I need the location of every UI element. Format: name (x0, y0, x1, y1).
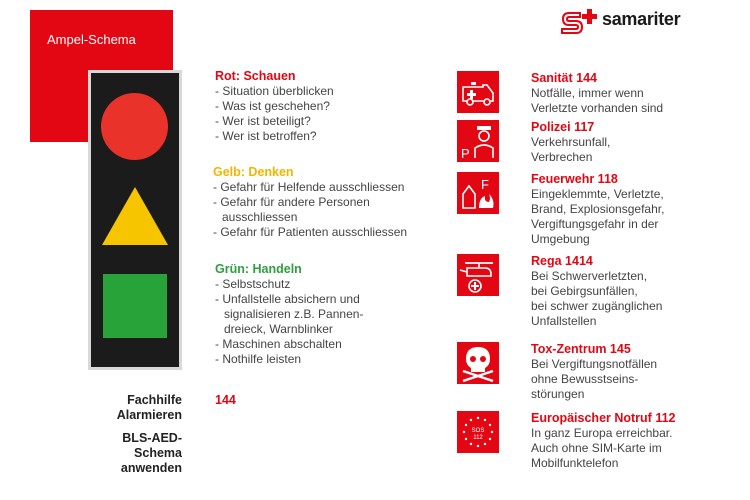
section-items (215, 277, 363, 367)
bls-label (121, 431, 182, 476)
list-item: - Nothilfe leisten (215, 352, 302, 366)
skull-icon (457, 342, 499, 384)
logo-text: samariter (602, 9, 681, 29)
desc-line: Verbrechen (531, 150, 593, 164)
eu-sos-icon (457, 411, 499, 453)
service-desc (531, 357, 657, 402)
service-feuerwehr (531, 172, 664, 247)
list-item: ausschliessen (222, 210, 298, 224)
list-item: dreieck, Warnblinker (224, 322, 333, 336)
page-title: Ampel-Schema (47, 32, 136, 47)
ambulance-icon (457, 71, 499, 113)
eu-sos-text: SOS (471, 428, 485, 434)
green-lamp (103, 274, 167, 338)
list-item: - Unfallstelle absichern und (215, 292, 360, 306)
fachhilfe-number: 144 (215, 393, 236, 407)
list-item: - Wer ist betroffen? (215, 129, 317, 143)
eu-112-text: 112 (473, 435, 483, 441)
samariter-logo (560, 7, 732, 37)
desc-line: Unfallstellen (531, 314, 597, 328)
section-heading: Rot: Schauen (215, 69, 296, 83)
service-name: Europäischer Notruf 112 (531, 411, 676, 425)
section-green (215, 262, 363, 367)
desc-line: Umgebung (531, 232, 590, 246)
desc-line: Bei Vergiftungsnotfällen (531, 357, 658, 371)
svg-text:F: F (481, 177, 489, 192)
desc-line: Bei Schwerverletzten, (531, 269, 648, 283)
desc-line: Mobilfunktelefon (531, 456, 619, 470)
yellow-lamp (100, 185, 170, 247)
fachhilfe-label (117, 393, 182, 423)
desc-line: Brand, Explosionsgefahr, (531, 202, 665, 216)
traffic-light (88, 70, 182, 370)
red-lamp (101, 93, 168, 160)
desc-line: störungen (531, 387, 585, 401)
list-item: - Wer ist beteiligt? (215, 114, 311, 128)
desc-line: Eingeklemmte, Verletzte, (531, 187, 664, 201)
list-item: signalisieren z.B. Pannen- (224, 307, 364, 321)
desc-line: Verletzte vorhanden sind (531, 101, 664, 115)
list-item: - Situation überblicken (215, 84, 334, 98)
section-heading: Grün: Handeln (215, 262, 302, 276)
section-items (215, 84, 334, 144)
list-item: - Gefahr für Patienten ausschliessen (213, 225, 408, 239)
fire-icon (457, 172, 499, 214)
desc-line: Notfälle, immer wenn (531, 86, 644, 100)
fachhilfe-line: Fachhilfe (127, 393, 182, 407)
desc-line: bei Gebirgsunfällen, (531, 284, 638, 298)
fachhilfe-line: Alarmieren (116, 408, 182, 422)
bls-line: BLS-AED- (122, 431, 182, 445)
desc-line: Auch ohne SIM-Karte im (531, 441, 662, 455)
police-icon (457, 120, 499, 162)
bls-line: anwenden (120, 461, 182, 475)
samariter-logo-mark (560, 7, 600, 37)
section-yellow (213, 165, 407, 240)
service-name: Tox-Zentrum 145 (531, 342, 631, 356)
service-desc (531, 135, 610, 165)
desc-line: Verkehrsunfall, (531, 135, 611, 149)
service-name: Feuerwehr 118 (531, 172, 618, 186)
service-name: Sanität 144 (531, 71, 598, 85)
service-rega (531, 254, 662, 329)
desc-line: Vergiftungsgefahr in der (531, 217, 659, 231)
desc-line: bei schwer zugänglichen (531, 299, 663, 313)
desc-line: In ganz Europa erreichbar. (531, 426, 673, 440)
list-item: - Gefahr für andere Personen (213, 195, 370, 209)
list-item: - Selbstschutz (215, 277, 291, 291)
bls-line: Schema (134, 446, 182, 460)
list-item: - Gefahr für Helfende ausschliessen (213, 180, 405, 194)
service-polizei (531, 120, 610, 165)
section-items (213, 180, 407, 240)
service-desc (531, 187, 664, 247)
svg-text:P: P (461, 146, 470, 161)
helicopter-icon (457, 254, 499, 296)
section-heading: Gelb: Denken (213, 165, 294, 179)
service-name: Polizei 117 (531, 120, 595, 134)
desc-line: ohne Bewusstseins- (531, 372, 639, 386)
service-tox (531, 342, 657, 402)
service-sanitaet (531, 71, 663, 116)
section-red (215, 69, 334, 144)
list-item: - Was ist geschehen? (215, 99, 330, 113)
service-eu-notruf (531, 411, 676, 471)
list-item: - Maschinen abschalten (215, 337, 342, 351)
service-desc (531, 86, 663, 116)
service-name: Rega 1414 (531, 254, 593, 268)
service-desc (531, 426, 676, 471)
service-desc (531, 269, 662, 329)
